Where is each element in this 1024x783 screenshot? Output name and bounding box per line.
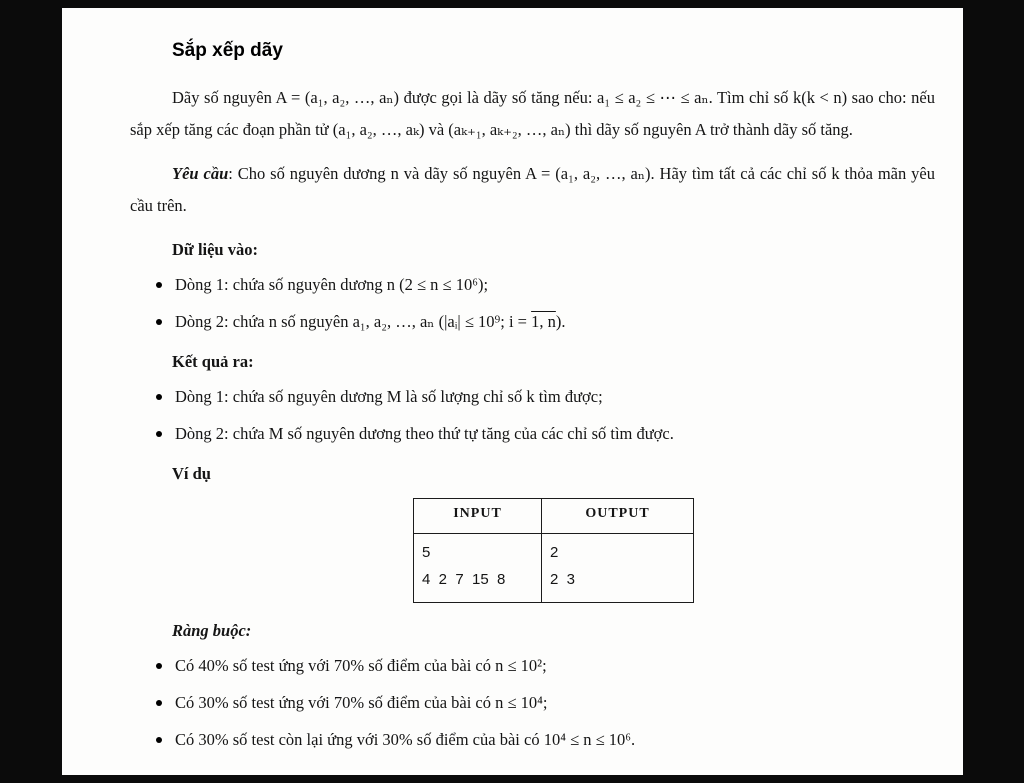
table-row: [414, 566, 694, 603]
bullet-icon: [156, 394, 162, 400]
table-header-output: OUTPUT: [542, 499, 694, 534]
bullet-icon: [156, 700, 162, 706]
list-item: [130, 728, 935, 752]
document-page: [62, 8, 963, 775]
problem-statement-text: Dãy số nguyên A = (a₁, a₂, …, aₙ) được gọi là dãy số tăng nếu: a₁ ≤ a₂ ≤ ⋯ ≤ aₙ. Tìm chỉ số k(k < n) sao cho: nếu sắp xếp tăng các đoạn phần tử (a₁, a₂, …, aₖ) và (aₖ₊₁, aₖ₊₂, …, aₙ) thì dãy số nguyên A trở thành dãy số tăng.: [130, 88, 935, 139]
output-line2-text: Dòng 2: chứa M số nguyên dương theo thứ tự tăng của các chỉ số tìm được.: [175, 424, 674, 443]
bullet-icon: [156, 282, 162, 288]
input-line2-overline: 1, n: [531, 312, 556, 331]
table-header-row: [414, 499, 694, 534]
constraint-3-text: Có 30% số test còn lại ứng với 30% số điểm của bài có 10⁴ ≤ n ≤ 10⁶.: [175, 730, 636, 749]
input-line1-text: Dòng 1: chứa số nguyên dương n (2 ≤ n ≤ 10⁶);: [175, 275, 489, 294]
table-header-input: INPUT: [414, 499, 542, 534]
constraints-heading: Ràng buộc:: [172, 621, 252, 640]
output-section-heading: Kết quả ra:: [172, 352, 254, 371]
bullet-icon: [156, 431, 162, 437]
table-row: [414, 534, 694, 567]
page-title: Sắp xếp dãy: [172, 40, 283, 61]
table-cell-output-2: 2 3: [550, 571, 576, 588]
requirement-label: Yêu cầu: [172, 164, 229, 183]
table-cell-input-2: 4 2 7 15 8: [414, 566, 542, 603]
list-item: [130, 691, 935, 715]
table-cell-input-1: 5: [414, 534, 542, 567]
output-line1-text: Dòng 1: chứa số nguyên dương M là số lượng chỉ số k tìm được;: [175, 387, 603, 406]
constraint-2-text: Có 30% số test ứng với 70% số điểm của bài có n ≤ 10⁴;: [175, 693, 548, 712]
problem-statement-paragraph: [130, 82, 935, 146]
bullet-icon: [156, 663, 162, 669]
constraints-list: [130, 654, 935, 752]
requirement-paragraph: [130, 158, 935, 222]
table-cell-output-1: 2: [550, 544, 559, 561]
output-section-list: [130, 385, 935, 446]
list-item: [130, 385, 935, 409]
list-item: [130, 422, 935, 446]
example-heading: Ví dụ: [172, 464, 211, 483]
requirement-text: : Cho số nguyên dương n và dãy số nguyên A = (a₁, a₂, …, aₙ). Hãy tìm tất cả các chỉ số k thỏa mãn yêu cầu trên.: [130, 164, 935, 215]
input-line2-end: ).: [555, 312, 566, 331]
input-section-list: [130, 273, 935, 334]
example-table: [413, 498, 694, 603]
input-section-heading: Dữ liệu vào:: [172, 240, 258, 259]
bullet-icon: [156, 737, 162, 743]
constraint-1-text: Có 40% số test ứng với 70% số điểm của bài có n ≤ 10²;: [175, 656, 547, 675]
list-item: [130, 310, 935, 334]
bullet-icon: [156, 319, 162, 325]
list-item: [130, 273, 935, 297]
input-line2-text: Dòng 2: chứa n số nguyên a₁, a₂, …, aₙ (|aᵢ| ≤ 10⁹; i =: [175, 312, 532, 331]
list-item: [130, 654, 935, 678]
